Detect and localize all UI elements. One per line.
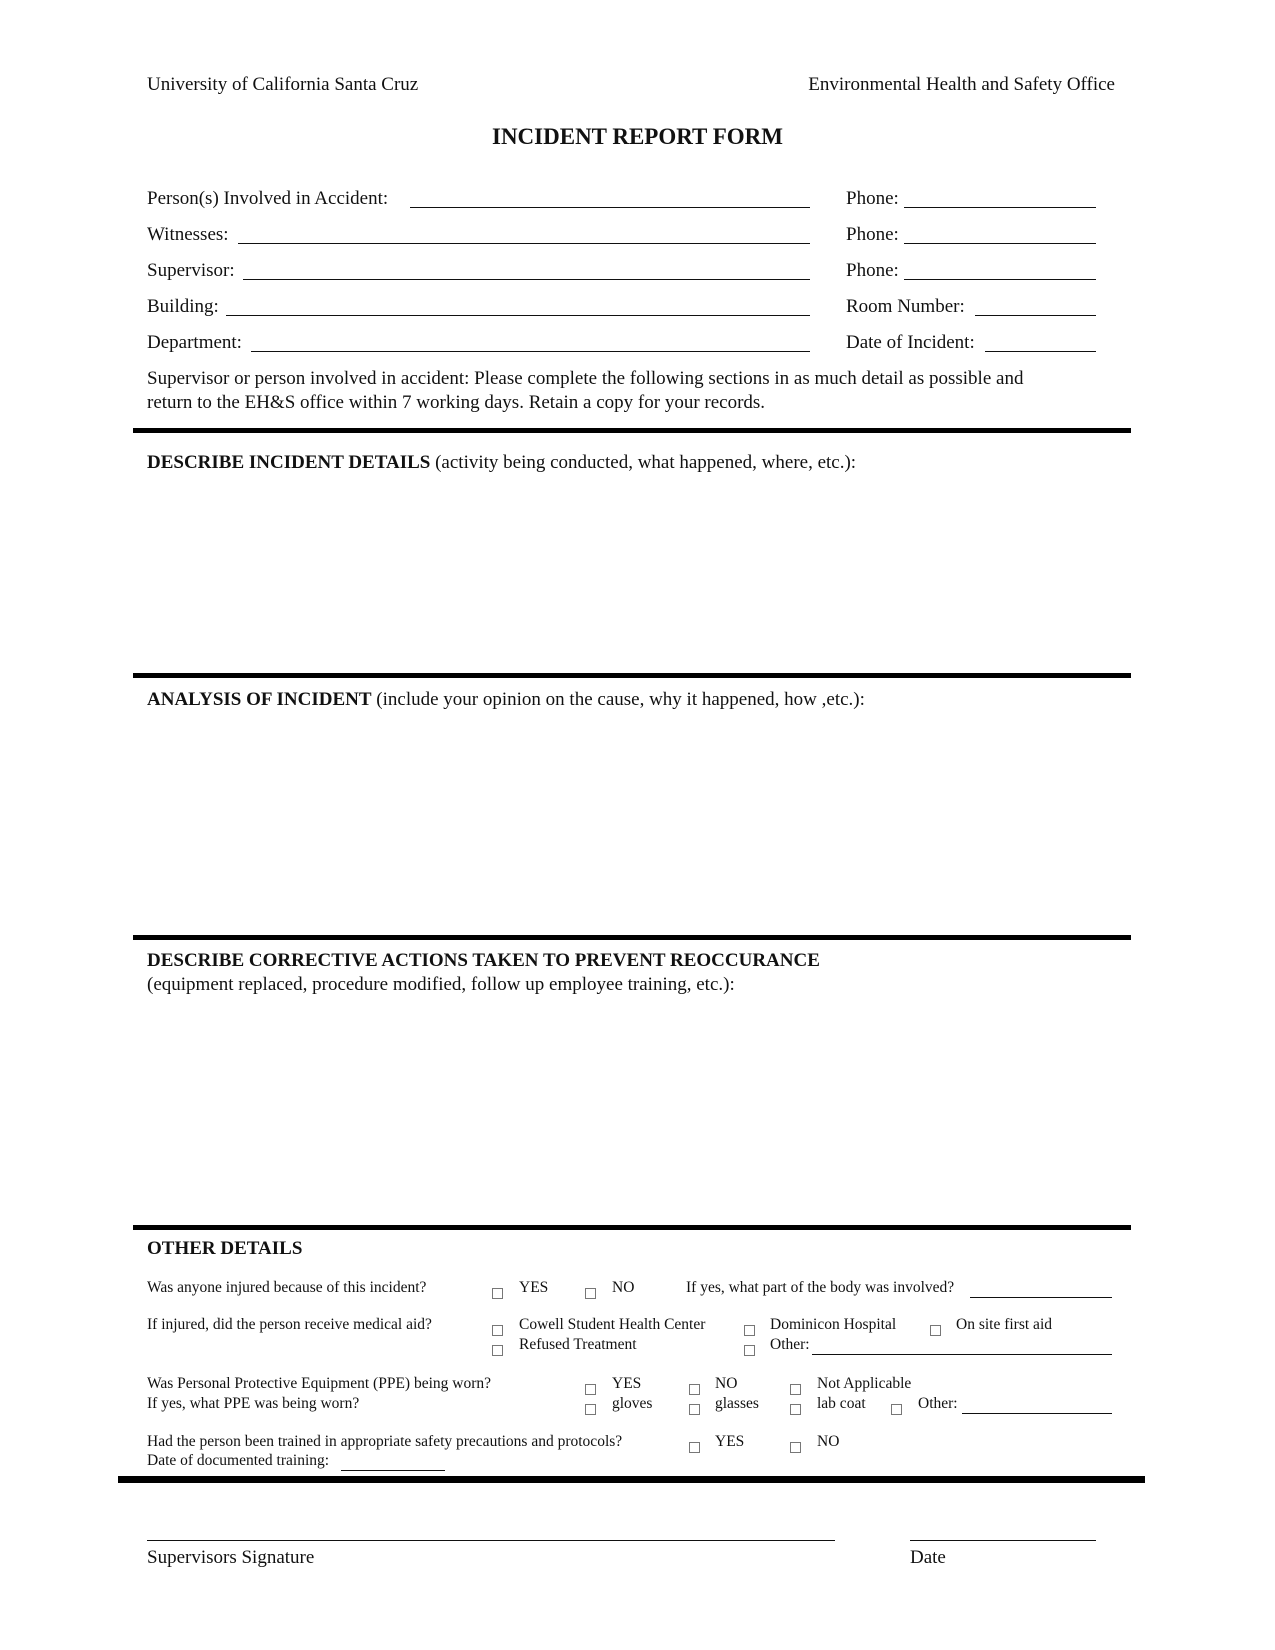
body-part-label: If yes, what part of the body was involved? xyxy=(686,1279,955,1296)
ppe-yes-label: YES xyxy=(612,1375,642,1392)
trained-no-checkbox[interactable] xyxy=(790,1438,801,1456)
corrective-heading: DESCRIBE CORRECTIVE ACTIONS TAKEN TO PREVENT REOCCURANCE xyxy=(147,950,820,971)
supervisor-label: Supervisor: xyxy=(147,260,235,281)
department-field[interactable] xyxy=(251,351,810,352)
institution-name: University of California Santa Cruz xyxy=(147,74,419,95)
date-incident-field[interactable] xyxy=(985,351,1096,352)
lab-coat-checkbox[interactable] xyxy=(790,1400,801,1418)
ppe-other-field[interactable] xyxy=(962,1413,1112,1414)
ppe-no-label: NO xyxy=(715,1375,738,1392)
cowell-checkbox[interactable] xyxy=(492,1321,503,1339)
ppe-other-label: Other: xyxy=(918,1395,958,1412)
phone-label-3: Phone: xyxy=(846,260,899,281)
phone-label-2: Phone: xyxy=(846,224,899,245)
signature-date-label: Date xyxy=(910,1547,946,1568)
office-name: Environmental Health and Safety Office xyxy=(808,74,1115,95)
refused-label: Refused Treatment xyxy=(519,1336,637,1353)
phone-label-1: Phone: xyxy=(846,188,899,209)
body-part-field[interactable] xyxy=(970,1297,1112,1298)
onsite-label: On site first aid xyxy=(956,1316,1052,1333)
glasses-checkbox[interactable] xyxy=(689,1400,700,1418)
refused-checkbox[interactable] xyxy=(492,1341,503,1359)
ppe-na-checkbox[interactable] xyxy=(790,1380,801,1398)
instructions-line-1: Supervisor or person involved in accident: Please complete the following sections in as much detail as possible and xyxy=(147,368,1024,389)
section-divider xyxy=(133,428,1131,433)
glasses-label: glasses xyxy=(715,1395,759,1412)
building-field[interactable] xyxy=(226,315,810,316)
other-details-heading: OTHER DETAILS xyxy=(147,1238,303,1259)
trained-question: Had the person been trained in appropriate safety precautions and protocols? xyxy=(147,1433,623,1450)
ppe-question: Was Personal Protective Equipment (PPE) being worn? xyxy=(147,1375,491,1392)
training-date-field[interactable] xyxy=(341,1470,445,1471)
trained-yes-checkbox[interactable] xyxy=(689,1438,700,1456)
witnesses-field[interactable] xyxy=(238,243,810,244)
injured-no-label: NO xyxy=(612,1279,635,1296)
section-divider xyxy=(118,1476,1145,1483)
phone-field-1[interactable] xyxy=(904,207,1096,208)
incident-details-heading: DESCRIBE INCIDENT DETAILS (activity being conducted, what happened, where, etc.): xyxy=(147,452,857,473)
building-label: Building: xyxy=(147,296,219,317)
ppe-other-checkbox[interactable] xyxy=(891,1400,902,1418)
medical-other-label: Other: xyxy=(770,1336,810,1353)
gloves-checkbox[interactable] xyxy=(585,1400,596,1418)
cowell-label: Cowell Student Health Center xyxy=(519,1316,706,1333)
supervisor-field[interactable] xyxy=(243,279,810,280)
section-divider xyxy=(133,1225,1131,1230)
instructions-line-2: return to the EH&S office within 7 working days. Retain a copy for your records. xyxy=(147,392,766,413)
room-field[interactable] xyxy=(975,315,1096,316)
analysis-heading: ANALYSIS OF INCIDENT (include your opinion on the cause, why it happened, how ,etc.): xyxy=(147,689,865,710)
trained-yes-label: YES xyxy=(715,1433,745,1450)
page-title: INCIDENT REPORT FORM xyxy=(492,124,783,149)
supervisor-signature-field[interactable] xyxy=(147,1540,835,1541)
ppe-no-checkbox[interactable] xyxy=(689,1380,700,1398)
department-label: Department: xyxy=(147,332,242,353)
date-incident-label: Date of Incident: xyxy=(846,332,975,353)
supervisor-signature-label: Supervisors Signature xyxy=(147,1547,315,1568)
corrective-area[interactable] xyxy=(147,1005,1127,1205)
ppe-yes-checkbox[interactable] xyxy=(585,1380,596,1398)
injured-no-checkbox[interactable] xyxy=(585,1284,596,1302)
phone-field-2[interactable] xyxy=(904,243,1096,244)
injured-yes-label: YES xyxy=(519,1279,549,1296)
dominicon-checkbox[interactable] xyxy=(744,1321,755,1339)
dominicon-label: Dominicon Hospital xyxy=(770,1316,897,1333)
persons-label: Person(s) Involved in Accident: xyxy=(147,188,389,209)
room-label: Room Number: xyxy=(846,296,965,317)
section-divider xyxy=(133,673,1131,678)
trained-no-label: NO xyxy=(817,1433,840,1450)
witnesses-label: Witnesses: xyxy=(147,224,229,245)
incident-details-area[interactable] xyxy=(147,480,1127,660)
gloves-label: gloves xyxy=(612,1395,653,1412)
corrective-subheading: (equipment replaced, procedure modified, follow up employee training, etc.): xyxy=(147,974,735,995)
section-divider xyxy=(133,935,1131,940)
lab-coat-label: lab coat xyxy=(817,1395,866,1412)
ppe-which-question: If yes, what PPE was being worn? xyxy=(147,1395,360,1412)
analysis-area[interactable] xyxy=(147,720,1127,920)
injured-yes-checkbox[interactable] xyxy=(492,1284,503,1302)
medical-aid-question: If injured, did the person receive medical aid? xyxy=(147,1316,432,1333)
onsite-checkbox[interactable] xyxy=(930,1321,941,1339)
persons-field[interactable] xyxy=(410,207,810,208)
medical-other-checkbox[interactable] xyxy=(744,1341,755,1359)
ppe-na-label: Not Applicable xyxy=(817,1375,912,1392)
phone-field-3[interactable] xyxy=(904,279,1096,280)
injured-question: Was anyone injured because of this incident? xyxy=(147,1279,427,1296)
medical-other-field[interactable] xyxy=(812,1354,1112,1355)
signature-date-field[interactable] xyxy=(910,1540,1096,1541)
training-date-label: Date of documented training: xyxy=(147,1452,330,1469)
